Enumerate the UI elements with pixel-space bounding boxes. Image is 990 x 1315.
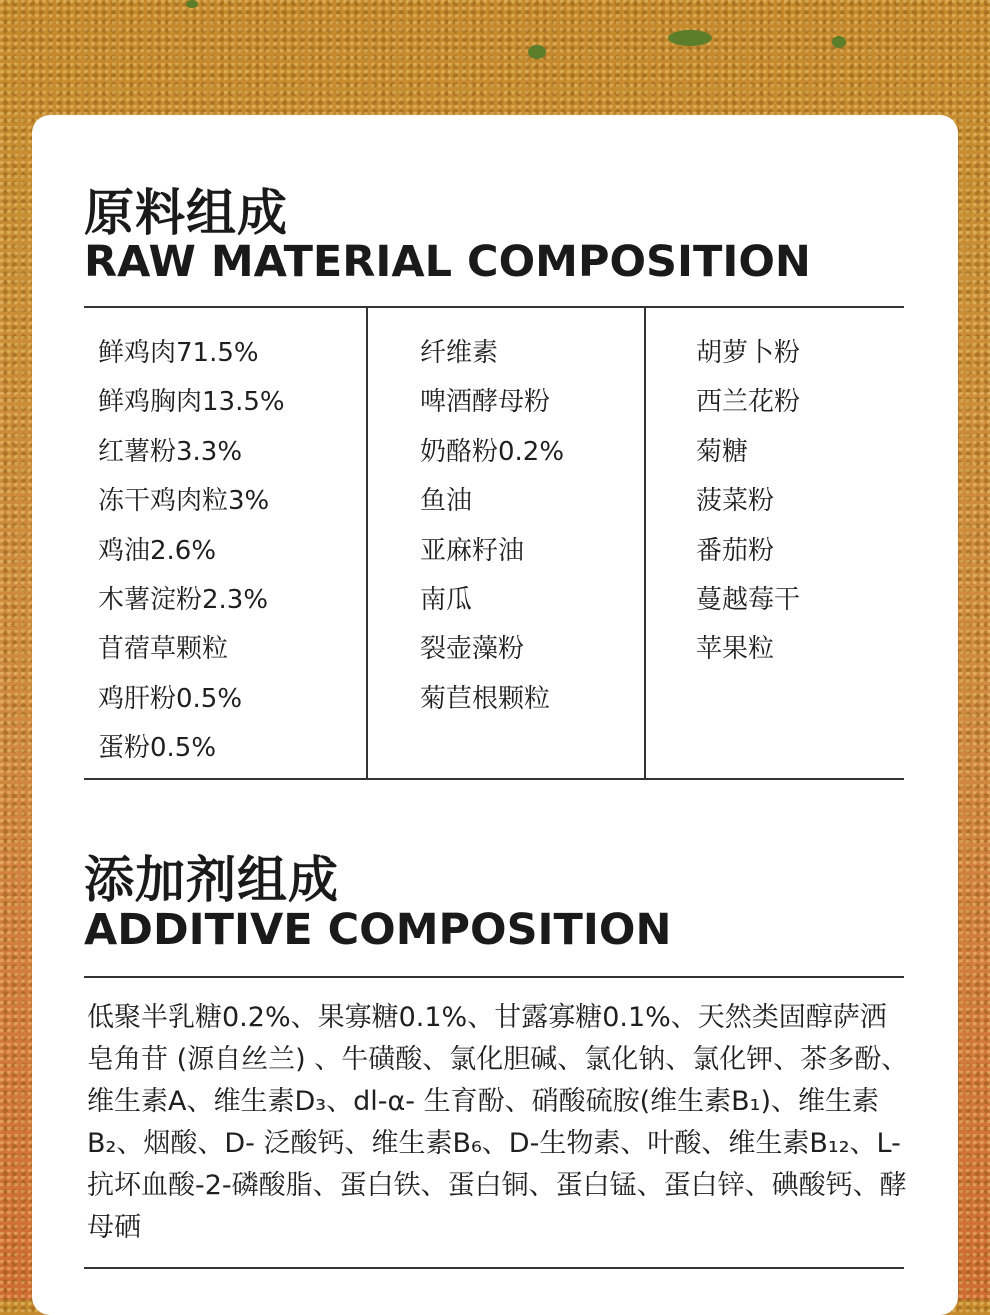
ingredient-item: 鸡油2.6% [98, 535, 217, 566]
ingredient-item: 鸡肝粉0.5% [98, 683, 243, 714]
additive-title-en: ADDITIVE COMPOSITION [84, 905, 672, 955]
ingredient-item: 蛋粉0.5% [98, 733, 217, 764]
green-crumb-2 [668, 30, 712, 46]
ingredient-item: 菊苣根颗粒 [420, 683, 551, 714]
raw-column-2 [366, 307, 646, 779]
raw-column-1 [84, 307, 368, 779]
ingredient-item: 鲜鸡胸肉13.5% [98, 387, 285, 418]
ingredient-item: 纤维素 [420, 338, 499, 368]
ingredient-item: 西兰花粉 [696, 387, 801, 418]
additive-top-divider [84, 976, 904, 978]
ingredient-item: 菊糖 [696, 436, 749, 467]
green-crumb-4 [186, 0, 198, 8]
raw-bottom-divider [84, 778, 904, 780]
additive-title-cn: 添加剂组成 [84, 851, 339, 909]
raw-title-cn: 原料组成 [84, 184, 288, 242]
ingredient-item: 鱼油 [420, 486, 473, 517]
ingredient-item: 奶酪粉0.2% [420, 436, 565, 467]
ingredient-item: 南瓜 [420, 584, 473, 615]
composition-card [32, 115, 958, 1315]
ingredient-item: 裂壶藻粉 [420, 634, 525, 665]
ingredient-item: 冻干鸡肉粒3% [98, 486, 270, 517]
green-crumb-3 [832, 36, 846, 48]
raw-title-en: RAW MATERIAL COMPOSITION [84, 237, 811, 287]
additive-ingredient-text: 低聚半乳糖0.2%、果寡糖0.1%、甘露寡糖0.1%、天然类固醇萨洒皂角苷 (源自丝兰) 、牛磺酸、氯化胆碱、氯化钠、氯化钾、茶多酚、维生素A、维生素D₃、dl-α- 生育酚、硝酸硫胺(维生素B₁)、维生素B₂、烟酸、D- 泛酸钙、维生素B₆、D-生物素、叶酸、维生素B₁₂、L-抗坏血酸-2-磷酸脂、蛋白铁、蛋白铜、蛋白锰、蛋白锌、碘酸钙、酵母硒 [87, 1002, 909, 1243]
ingredient-item: 红薯粉3.3% [98, 436, 243, 467]
ingredient-item: 啤酒酵母粉 [420, 387, 551, 418]
raw-column-3 [644, 307, 904, 779]
ingredient-item: 木薯淀粉2.3% [98, 584, 269, 615]
ingredient-item: 苹果粒 [696, 634, 775, 665]
ingredient-item: 亚麻籽油 [420, 535, 525, 566]
additive-bottom-divider [84, 1267, 904, 1269]
ingredient-item: 番茄粉 [696, 535, 775, 566]
ingredient-item: 鲜鸡肉71.5% [98, 338, 259, 368]
ingredient-item: 苜蓿草颗粒 [98, 634, 229, 665]
ingredient-item: 胡萝卜粉 [696, 338, 801, 368]
ingredient-item: 蔓越莓干 [696, 584, 801, 615]
ingredient-item: 菠菜粉 [696, 486, 775, 517]
green-crumb-1 [528, 45, 546, 59]
